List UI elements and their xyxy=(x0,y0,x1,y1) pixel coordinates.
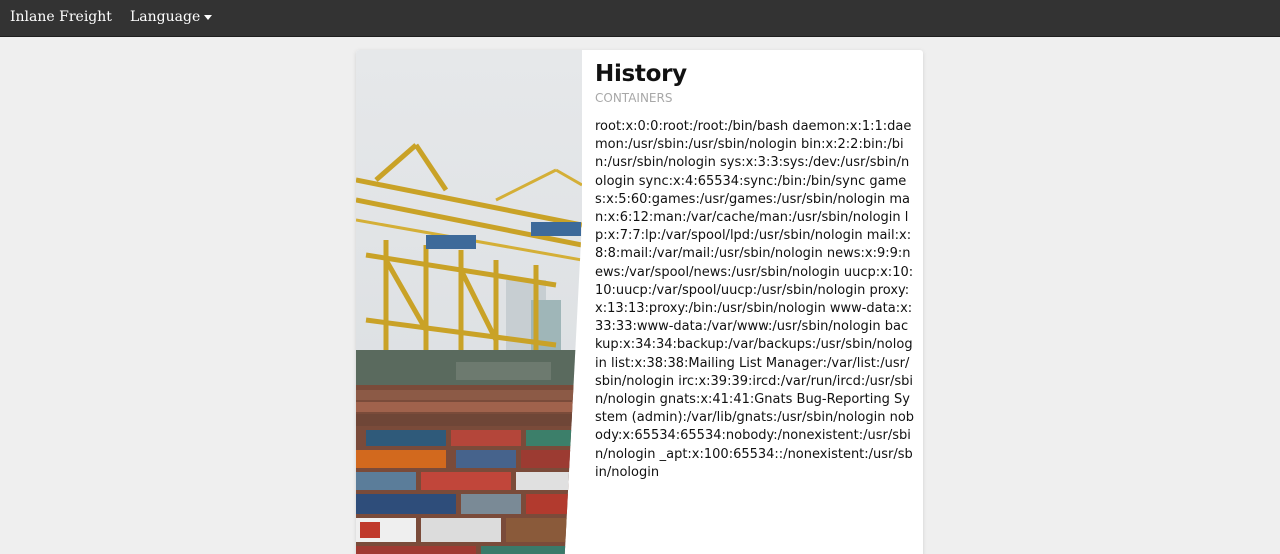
language-label: Language xyxy=(130,9,201,25)
card-body-text: root:x:0:0:root:/root:/bin/bash daemon:x:1:1:daemon:/usr/sbin:/usr/sbin/nologin bin:x:2:2:bin:/bin:/usr/sbin/nologin sys:x:3:3:sys:/dev:/usr/sbin/nologin sync:x:4:65534:sync:/bin:/bin/sync games:x:5:60:games:/usr/games:/usr/sbin/nologin man:x:6:12:man:/var/cache/man:/usr/sbin/nologin lp:x:7:7:lp:/var/spool/lpd:/usr/sbin/nologin mail:x:8:8:mail:/var/mail:/usr/sbin/nologin news:x:9:9:news:/var/spool/news:/usr/sbin/nologin uucp:x:10:10:uucp:/var/spool/uucp:/usr/sbin/nologin proxy:x:13:13:proxy:/bin:/usr/sbin/nologin www-data:x:33:33:www-data:/var/www:/usr/sbin/nologin backup:x:34:34:backup:/var/backups:/usr/sbin/nologin list:x:38:38:Mailing List Manager:/var/list:/usr/sbin/nologin irc:x:39:39:ircd:/var/run/ircd:/usr/sbin/nologin gnats:x:41:41:Gnats Bug-Reporting System (admin):/var/lib/gnats:/usr/sbin/nologin nobody:x:65534:65534:nobody:/nonexistent:/usr/sbin/nologin _apt:x:100:65534::/nonexistent:/usr/sbin/nologin xyxy=(595,119,915,480)
card-subtitle: CONTAINERS xyxy=(595,91,673,105)
history-card xyxy=(356,50,923,554)
top-navbar xyxy=(0,0,1280,37)
brand-link[interactable]: Inlane Freight xyxy=(10,9,112,25)
caret-down-icon xyxy=(204,15,212,20)
shipping-port-photo xyxy=(356,50,582,554)
page-title: History xyxy=(595,61,687,87)
card-content xyxy=(595,60,915,482)
language-dropdown[interactable] xyxy=(130,9,212,25)
